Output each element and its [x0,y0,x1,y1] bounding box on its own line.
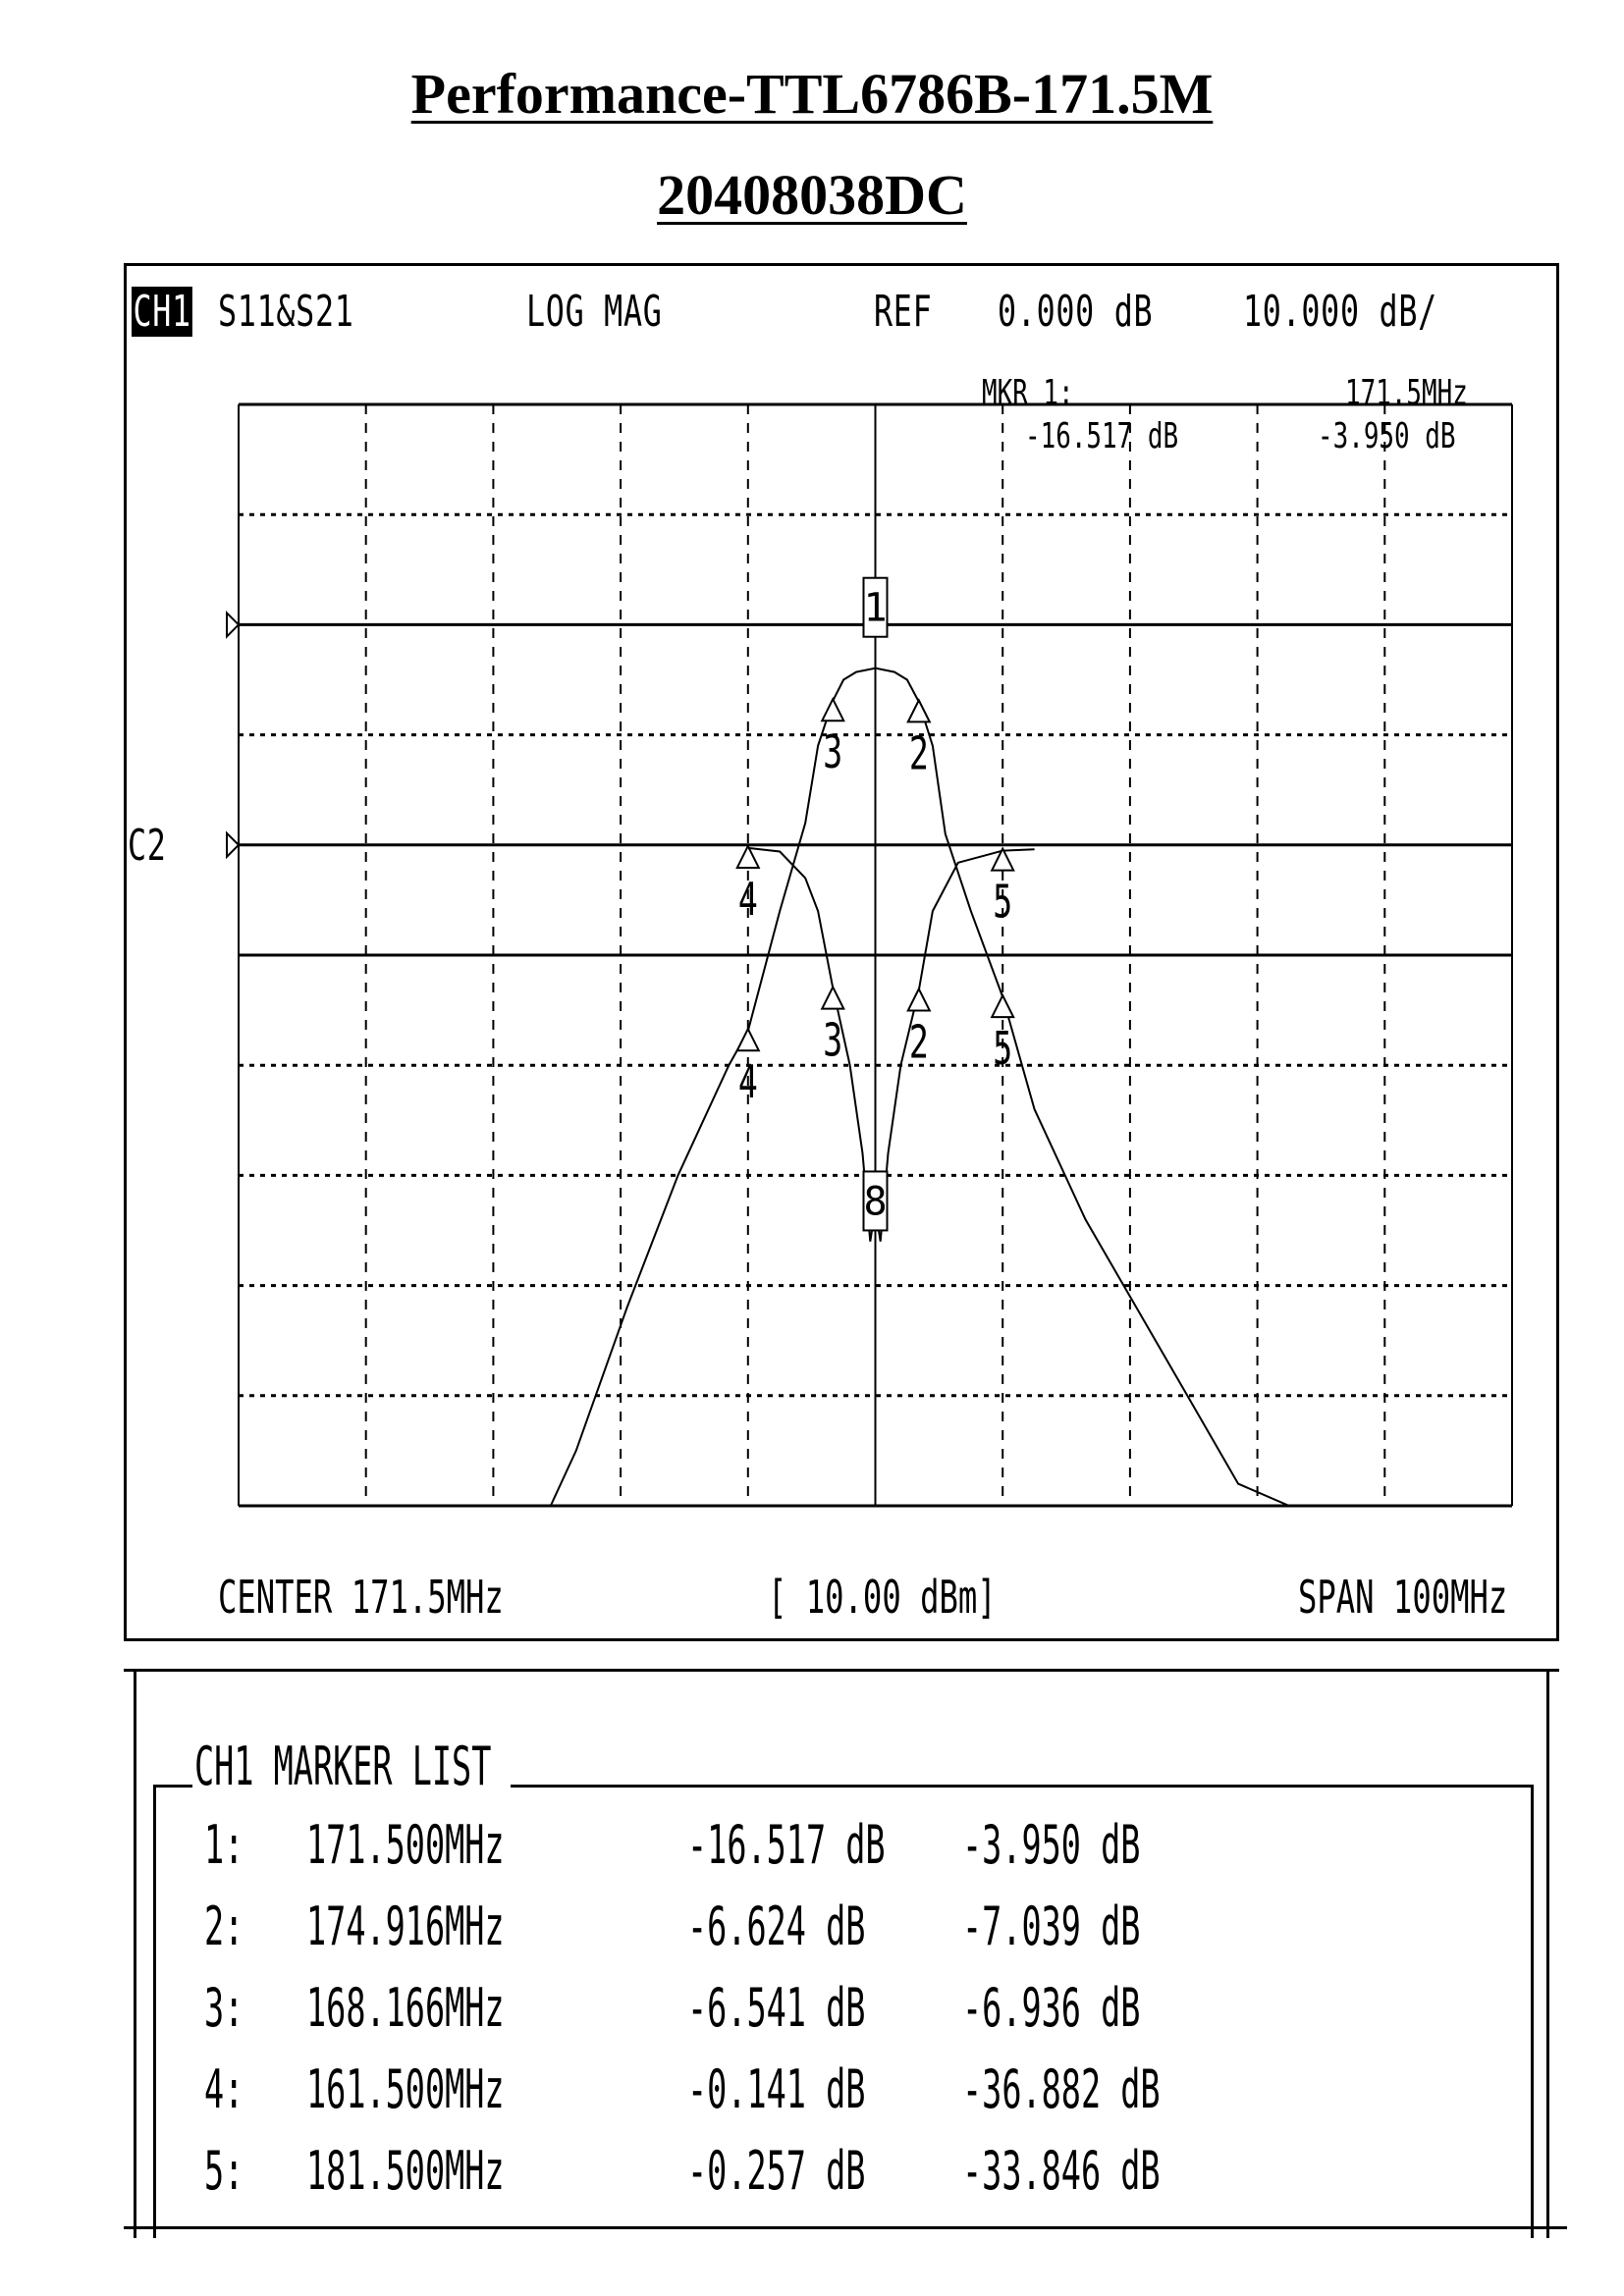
marker-label: 5 [993,877,1013,930]
marker-4-s21 [737,1029,759,1108]
list-title-rule-right [511,1785,1534,1788]
marker-row-1-freq: 171.500MHz [306,1814,505,1876]
marker-row-2-id: 2: [204,1896,244,1957]
marker-triangle [737,1029,759,1050]
marker-5-s11 [992,849,1013,929]
marker-triangle [908,700,930,721]
scale-label: 10.000 dB/ [1243,287,1437,337]
marker-triangle [822,699,843,721]
span-label: SPAN 100MHz [1298,1571,1508,1624]
marker-list-title: CH1 MARKER LIST [194,1735,492,1797]
format-label: LOG MAG [526,287,663,337]
marker-3-s21 [822,699,843,778]
marker-row-2-s11: -6.624 dB [687,1896,866,1957]
marker-row-2-s21: -7.039 dB [962,1896,1141,1957]
marker-label: 2 [908,1017,929,1069]
marker-3-s11 [822,988,843,1067]
marker-row-4-freq: 161.500MHz [306,2058,505,2120]
marker-4-s11 [737,846,759,926]
ref-value: 0.000 dB [998,287,1154,337]
s-param-label: S11&S21 [218,287,354,337]
grid [239,404,1512,1506]
marker-triangle [908,988,930,1010]
marker-row-3-s11: -6.541 dB [687,1977,866,2039]
marker-5-s21 [992,995,1013,1075]
marker-row-3-id: 3: [204,1977,244,2039]
marker-row-3-s21: -6.936 dB [962,1977,1141,2039]
marker-row-5-s21: -33.846 dB [962,2140,1161,2202]
marker-row-5-s11: -0.257 dB [687,2140,866,2202]
marker-row-1-id: 1: [204,1814,244,1876]
marker-readout-s21: -3.950 dB [1318,416,1456,456]
bottom-rule [124,2226,1567,2229]
marker-row-1-s21: -3.950 dB [962,1814,1141,1876]
marker-label: 2 [908,728,929,780]
page-title: Performance-TTL6786B-171.5M [410,62,1214,126]
marker-row-4-s11: -0.141 dB [687,2058,866,2120]
marker-label: 4 [737,874,758,927]
marker-triangle [992,995,1013,1017]
marker-label: 3 [823,726,843,779]
marker-label: 5 [993,1023,1013,1076]
marker-row-4-id: 4: [204,2058,244,2120]
ref-label: REF [874,287,933,337]
marker-row-5-freq: 181.500MHz [306,2140,505,2202]
list-title-rule-left [153,1785,192,1788]
marker-1-s21 [863,578,887,637]
marker-triangle [822,988,843,1009]
marker-label: 8 [863,1179,888,1225]
marker-readout-label: MKR 1: [982,373,1074,413]
marker-row-4-s21: -36.882 dB [962,2058,1161,2120]
marker-row-1-s11: -16.517 dB [687,1814,886,1876]
marker-2-s21 [908,700,930,779]
power-label: [ 10.00 dBm] [768,1571,997,1624]
marker-readout-s11: -16.517 dB [1025,416,1179,456]
channel-indicator: CH1 [133,287,191,337]
marker-row-2-freq: 174.916MHz [306,1896,505,1957]
marker-1-s11 [863,1171,887,1230]
marker-readout-freq: 171.5MHz [1345,373,1468,413]
ref-arrow-4 [227,833,239,857]
center-label: CENTER 171.5MHz [218,1571,504,1624]
marker-row-5-id: 5: [204,2140,244,2202]
page-subtitle: 20408038DC [657,163,967,227]
marker-row-3-freq: 168.166MHz [306,1977,505,2039]
c2-label: C2 [128,821,167,871]
marker-label: 4 [737,1056,758,1109]
marker-2-s11 [908,988,930,1068]
marker-label: 1 [863,585,888,631]
ref-arrow-2 [227,613,239,636]
marker-label: 3 [823,1015,843,1068]
reference-arrows [227,613,239,856]
trace-s11 [748,848,1035,1242]
